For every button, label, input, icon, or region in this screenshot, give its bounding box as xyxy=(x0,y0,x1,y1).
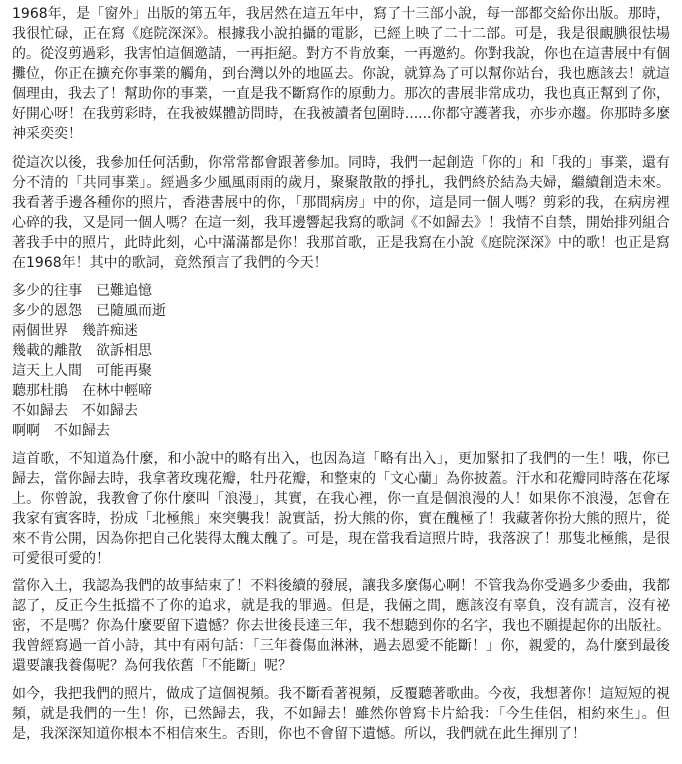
paragraph-4: 當你入土，我認為我們的故事結束了！不料後續的發展，讓我多麼傷心啊！不管我為你受過多少委曲，我都認了，反正今生抵擋不了你的追求，就是我的罪過。但是，我倆之間，應該沒有辜負，沒有謊言，沒有祕密，不是嗎？你為什麼要留下遺憾？你去世後長達三年，我不想聽到你的名字，我也不願提起你的出版社。我曾經寫過一首小詩，其中有兩句話：「三年養傷血淋淋，過去恩愛不能斷！」你，親愛的，為什麼到最後還要讓我養傷呢？為何我依舊「不能斷」呢？ xyxy=(12,578,670,674)
lyric-line: 聽那杜鵑 在林中輕啼 xyxy=(12,383,152,399)
lyrics-block xyxy=(12,281,670,441)
paragraph-3: 這首歌，不知道為什麼，和小說中的略有出入，也因為這「略有出入」，更加緊扣了我們的一生！哦，你已歸去，當你歸去時，我拿著玫瑰花瓣，牡丹花瓣，和整束的「文心蘭」為你披蓋。汗水和花瓣同時落在花塚上。你曾說，我教會了你什麼叫「浪漫」，其實，在我心裡，你一直是個浪漫的人！如果你不浪漫，怎會在我家有賓客時，扮成「北極熊」來突襲我！說實話，扮大熊的你，實在醜極了！我藏著你扮大熊的照片，從來不肯公開，因為你把自己化裝得太醜太醜了。可是，現在當我看這照片時，我落淚了！那隻北極熊，是很可愛很可愛的！ xyxy=(12,451,670,567)
lyric-line: 多少的往事 已難追憶 xyxy=(12,283,152,299)
lyric-line: 啊啊 不如歸去 xyxy=(12,423,110,439)
paragraph-2: 從這次以後，我參加任何活動，你常常都會跟著參加。同時，我們一起創造「你的」和「我的」事業，還有分不清的「共同事業」。經過多少風風雨雨的歲月，聚聚散散的掙扎，我們終於結為夫婦，繼續創造未來。我看著手邊各種你的照片，香港書展中的你，「那間病房」中的你，這是同一個人嗎？剪彩的我，在病房裡心碎的我，又是同一個人嗎？在這一刻，我耳邊響起我寫的歌詞《不如歸去》！我情不自禁，開始排列組合著我手中的照片，此時此刻，心中滿滿都是你！我那首歌，正是我寫在小說《庭院深深》中的歌！也正是寫在1968年！其中的歌詞，竟然預言了我們的今天！ xyxy=(12,155,670,271)
lyric-line: 這天上人間 可能再聚 xyxy=(12,363,152,379)
paragraph-1: 1968年，是「窗外」出版的第五年，我居然在這五年中，寫了十三部小說，每一部都交給你出版。那時，我很忙碌，正在寫《庭院深深》。根據我小說拍攝的電影，已經上映了二十二部。可是，我是很靦腆很怯場的。從沒剪過彩，我害怕這個邀請，一再拒絕。對方不肯放棄，一再邀約。你對我說，你也在這書展中有個攤位，你正在擴充你事業的觸角，到台灣以外的地區去。你說，就算為了可以幫你站台，我也應該去！就這個理由，我去了！幫助你的事業，一直是我不斷寫作的原動力。那次的書展非常成功，我也真正幫到了你，好開心呀！在我剪彩時，在我被媒體訪問時，在我被讀者包圍時......你都守護著我，亦步亦趨。你那時多麼神采奕奕！ xyxy=(12,6,670,142)
paragraph-5: 如今，我把我們的照片，做成了這個視頻。我不斷看著視頻，反覆聽著歌曲。今夜，我想著你！這短短的視頻，就是我們的一生！你，已然歸去，我，不如歸去！雖然你曾寫卡片給我：「今生佳侶，相約來生」。但是，我深深知道你根本不相信來生。否則，你也不會留下遺憾。所以，我們就在此生揮別了！ xyxy=(12,686,670,742)
lyric-line: 兩個世界 幾許痴迷 xyxy=(12,323,138,339)
lyric-line: 多少的恩怨 已隨風而逝 xyxy=(12,303,166,319)
lyric-line: 幾載的離散 欲訴相思 xyxy=(12,343,152,359)
lyric-line: 不如歸去 不如歸去 xyxy=(12,403,138,419)
